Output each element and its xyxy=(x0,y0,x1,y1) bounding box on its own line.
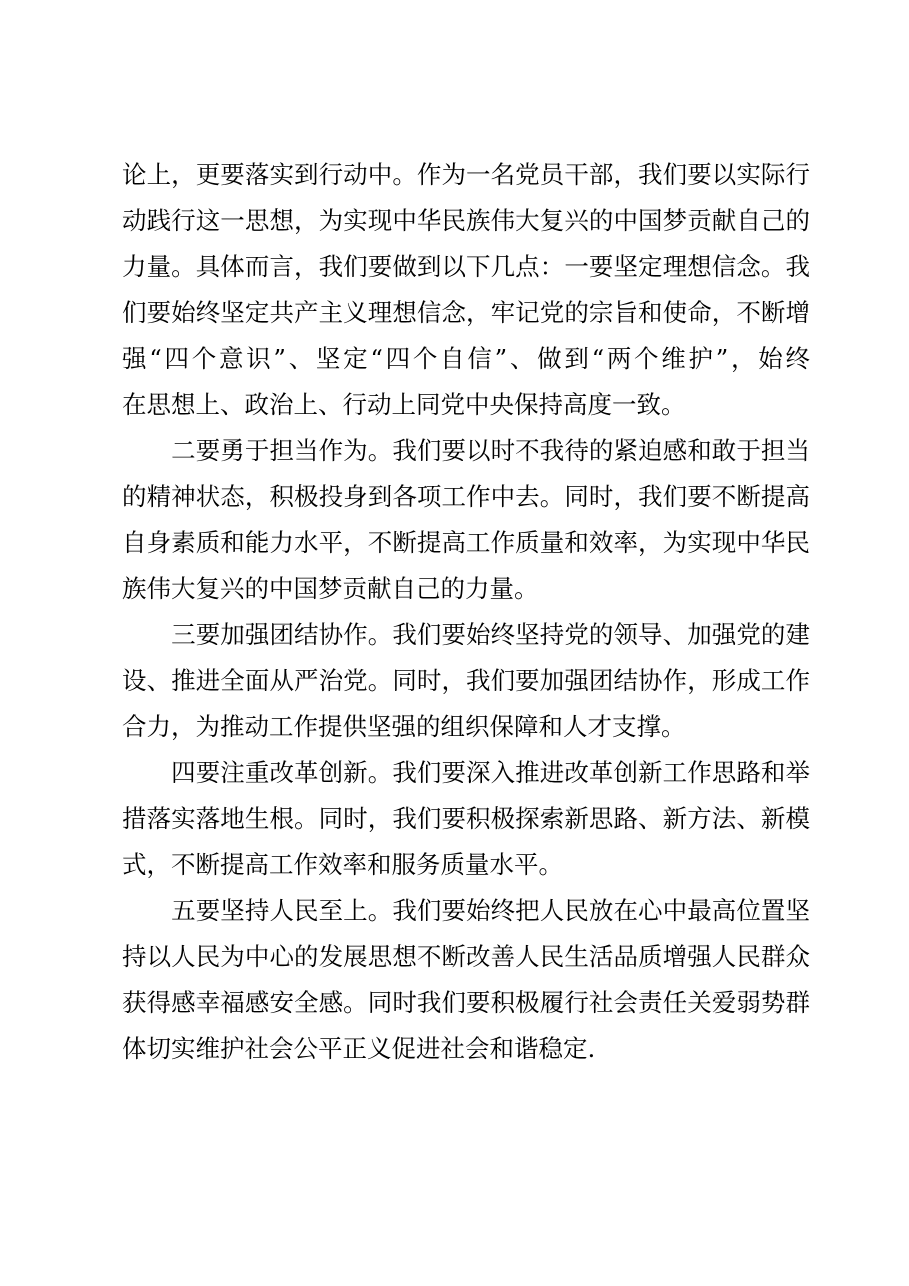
text-line: 们要始终坚定共产主义理想信念，牢记党的宗旨和使命，不断增 xyxy=(122,298,810,327)
document-body xyxy=(122,152,810,1072)
paragraph-2 xyxy=(122,428,810,612)
text-line: 的精神状态，积极投身到各项工作中去。同时，我们要不断提高 xyxy=(122,482,810,511)
text-line: 二要勇于担当作为。我们要以时不我待的紧迫感和敢于担当 xyxy=(122,436,810,465)
text-line: 体切实维护社会公平正义促进社会和谐稳定. xyxy=(122,1034,596,1063)
text-line: 力量。具体而言，我们要做到以下几点：一要坚定理想信念。我 xyxy=(122,252,810,281)
text-line: 持以人民为中心的发展思想不断改善人民生活品质增强人民群众 xyxy=(122,942,810,971)
text-line: 合力，为推动工作提供坚强的组织保障和人才支撑。 xyxy=(122,712,686,741)
text-line: 式，不断提高工作效率和服务质量水平。 xyxy=(122,850,563,879)
text-line: 自身素质和能力水平，不断提高工作质量和效率，为实现中华民 xyxy=(122,528,810,557)
text-line: 强“四个意识”、坚定“四个自信”、做到“两个维护”，始终 xyxy=(122,344,810,373)
text-line: 论上，更要落实到行动中。作为一名党员干部，我们要以实际行 xyxy=(122,160,810,189)
text-line: 族伟大复兴的中国梦贡献自己的力量。 xyxy=(122,574,539,603)
text-line: 三要加强团结协作。我们要始终坚持党的领导、加强党的建 xyxy=(122,620,810,649)
text-line: 设、推进全面从严治党。同时，我们要加强团结协作，形成工作 xyxy=(122,666,810,695)
text-line: 措落实落地生根。同时，我们要积极探索新思路、新方法、新模 xyxy=(122,804,810,833)
text-line: 四要注重改革创新。我们要深入推进改革创新工作思路和举 xyxy=(122,758,810,787)
text-line: 获得感幸福感安全感。同时我们要积极履行社会责任关爱弱势群 xyxy=(122,988,810,1017)
paragraph-1 xyxy=(122,152,810,428)
paragraph-5 xyxy=(122,888,810,1072)
text-line: 动践行这一思想，为实现中华民族伟大复兴的中国梦贡献自己的 xyxy=(122,206,810,235)
paragraph-4 xyxy=(122,750,810,888)
text-line: 五要坚持人民至上。我们要始终把人民放在心中最高位置坚 xyxy=(122,896,810,925)
paragraph-3 xyxy=(122,612,810,750)
text-line: 在思想上、政治上、行动上同党中央保持高度一致。 xyxy=(122,390,686,419)
